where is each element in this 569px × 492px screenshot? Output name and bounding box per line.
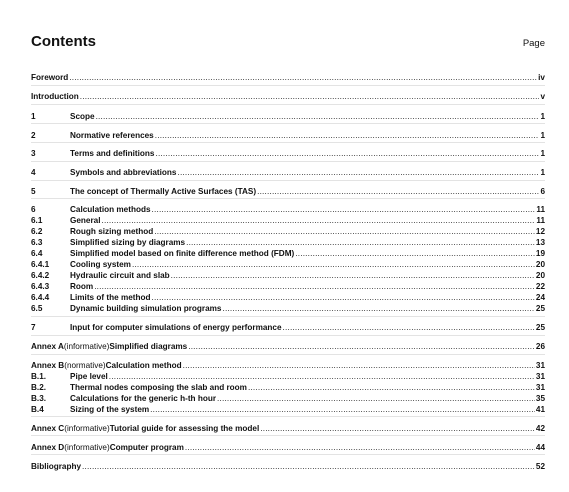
- toc-dot-leader: [188, 341, 535, 352]
- toc-separator: [31, 85, 545, 86]
- toc-entry-title: Rough sizing method: [70, 227, 154, 236]
- toc-entry-page: 11: [536, 205, 545, 214]
- page-column-label: Page: [522, 38, 545, 49]
- toc-separator: [31, 416, 545, 417]
- toc-entry[interactable]: [31, 393, 545, 404]
- toc-dot-leader: [96, 111, 540, 122]
- toc-dot-leader: [171, 270, 535, 281]
- toc-entry[interactable]: [31, 91, 545, 102]
- toc-entry-number: 3: [31, 149, 36, 158]
- toc-entry-page: iv: [538, 73, 545, 82]
- toc-entry-title: Limits of the method: [70, 293, 151, 302]
- toc-entry[interactable]: [31, 341, 545, 352]
- toc-entry-note: (informative): [63, 342, 110, 351]
- toc-entry-title: The concept of Thermally Active Surfaces (TAS): [70, 187, 257, 196]
- toc-dot-leader: [295, 248, 535, 259]
- toc-entry-title: Calculation method: [105, 361, 182, 370]
- toc-dot-leader: [283, 322, 535, 333]
- toc-entry[interactable]: [31, 215, 545, 226]
- toc-entry-title: Terms and definitions: [70, 149, 155, 158]
- toc-entry-page: 20: [535, 271, 545, 280]
- toc-separator: [31, 198, 545, 199]
- toc-entry-page: 52: [535, 462, 545, 471]
- toc-dot-leader: [177, 167, 539, 178]
- toc-entry-title: Input for computer simulations of energy performance: [70, 323, 282, 332]
- toc-entry-title: Thermal nodes composing the slab and room: [70, 383, 247, 392]
- toc-entry[interactable]: [31, 204, 545, 215]
- toc-entry[interactable]: [31, 382, 545, 393]
- toc-dot-leader: [154, 226, 535, 237]
- toc-entry-note: (normative): [64, 361, 106, 370]
- toc-entry-prefix: Annex A: [31, 342, 64, 351]
- toc-entry-note: (informative): [64, 424, 110, 433]
- toc-entry-page: 42: [535, 424, 545, 433]
- toc-entry[interactable]: [31, 148, 545, 159]
- toc-entry-page: 1: [540, 149, 545, 158]
- toc-entry-page: 31: [535, 383, 545, 392]
- toc-separator: [31, 123, 545, 124]
- toc-entry-page: 13: [535, 238, 545, 247]
- toc-separator: [31, 435, 545, 436]
- toc-entry-prefix: Annex C: [31, 424, 65, 433]
- toc-entry-note: (informative): [64, 443, 110, 452]
- toc-entry-title: Simplified diagrams: [109, 342, 188, 351]
- toc-dot-leader: [109, 371, 535, 382]
- toc-entry-page: 25: [535, 304, 545, 313]
- toc-entry-title: Computer program: [109, 443, 184, 452]
- toc-entry-prefix: Annex B: [31, 361, 65, 370]
- toc-entry-number: 6.4.2: [31, 271, 50, 280]
- toc-entry-page: 24: [535, 293, 545, 302]
- toc-dot-leader: [152, 204, 536, 215]
- toc-dot-leader: [185, 442, 535, 453]
- toc-entry-page: 1: [540, 131, 545, 140]
- toc-entry-title: Sizing of the system: [70, 405, 150, 414]
- toc-entry-page: 6: [540, 187, 545, 196]
- toc-entry-number: 5: [31, 187, 36, 196]
- toc-separator: [31, 335, 545, 336]
- toc-dot-leader: [186, 237, 535, 248]
- toc-entry[interactable]: [31, 461, 545, 472]
- toc-dot-leader: [94, 281, 535, 292]
- toc-entry-page: 44: [535, 443, 545, 452]
- toc-entry-page: 31: [535, 361, 545, 370]
- toc-entry-number: 2: [31, 131, 36, 140]
- toc-entry-page: 22: [535, 282, 545, 291]
- toc-entry-prefix: Bibliography: [31, 462, 82, 471]
- toc-entry-title: Simplified sizing by diagrams: [70, 238, 186, 247]
- toc-dot-leader: [260, 423, 535, 434]
- toc-entry[interactable]: [31, 322, 545, 333]
- toc-dot-leader: [155, 148, 539, 159]
- toc-entry-number: 6.4.4: [31, 293, 50, 302]
- toc-separator: [31, 180, 545, 181]
- toc-entry-title: Pipe level: [70, 372, 108, 381]
- toc-entry-prefix: Foreword: [31, 73, 69, 82]
- toc-entry-prefix: Introduction: [31, 92, 79, 101]
- toc-entry-page: 35: [535, 394, 545, 403]
- toc-entry[interactable]: [31, 292, 545, 303]
- toc-entry-number: B.2.: [31, 383, 47, 392]
- toc-dot-leader: [223, 303, 535, 314]
- toc-entry-title: Room: [70, 282, 94, 291]
- toc-entry-page: v: [540, 92, 545, 101]
- toc-entry-number: 6.2: [31, 227, 43, 236]
- toc-entry-number: 6.4: [31, 249, 43, 258]
- toc-entry[interactable]: [31, 226, 545, 237]
- toc-entry[interactable]: [31, 270, 545, 281]
- toc-entry-number: 6.5: [31, 304, 43, 313]
- toc-entry[interactable]: [31, 111, 545, 122]
- toc-entry[interactable]: [31, 167, 545, 178]
- toc-separator: [31, 142, 545, 143]
- toc-entry-number: 6.3: [31, 238, 43, 247]
- toc-entry[interactable]: [31, 186, 545, 197]
- toc-entry-number: B.4: [31, 405, 44, 414]
- toc-entry[interactable]: [31, 248, 545, 259]
- toc-entry[interactable]: [31, 259, 545, 270]
- toc-separator: [31, 454, 545, 455]
- toc-dot-leader: [102, 215, 536, 226]
- toc-entry[interactable]: [31, 237, 545, 248]
- toc-entry-title: Simplified model based on finite difference method (FDM): [70, 249, 295, 258]
- toc-entry-page: 19: [535, 249, 545, 258]
- toc-entry[interactable]: [31, 130, 545, 141]
- toc-entry-number: 1: [31, 112, 36, 121]
- toc-entry-title: Normative references: [70, 131, 154, 140]
- toc-entry-number: 6: [31, 205, 36, 214]
- toc-dot-leader: [152, 292, 535, 303]
- toc-entry-number: B.1.: [31, 372, 47, 381]
- toc-dot-leader: [257, 186, 539, 197]
- toc-entry-title: Dynamic building simulation programs: [70, 304, 222, 313]
- toc-entry-title: Calculation methods: [70, 205, 151, 214]
- toc-entry-title: Calculations for the generic h-th hour: [70, 394, 217, 403]
- toc-entry-title: Tutorial guide for assessing the model: [109, 424, 260, 433]
- toc-entry-title: General: [70, 216, 101, 225]
- toc-entry[interactable]: [31, 303, 545, 314]
- toc-entry-page: 1: [540, 168, 545, 177]
- toc-dot-leader: [183, 360, 535, 371]
- toc-entry-page: 20: [535, 260, 545, 269]
- toc-entry-page: 26: [535, 342, 545, 351]
- toc-dot-leader: [69, 72, 537, 83]
- toc-dot-leader: [80, 91, 540, 102]
- toc-entry-page: 11: [536, 216, 545, 225]
- toc-separator: [31, 316, 545, 317]
- toc-entry[interactable]: [31, 281, 545, 292]
- toc-dot-leader: [82, 461, 535, 472]
- toc-entry-title: Symbols and abbreviations: [70, 168, 177, 177]
- toc-entry-page: 31: [535, 372, 545, 381]
- toc-entry-title: Scope: [70, 112, 95, 121]
- toc-entry-title: Hydraulic circuit and slab: [70, 271, 170, 280]
- toc-entry-number: 6.1: [31, 216, 43, 225]
- toc-entry-number: 6.4.3: [31, 282, 50, 291]
- toc-entry-title: Cooling system: [70, 260, 131, 269]
- toc-entry-number: B.3.: [31, 394, 47, 403]
- toc-entry[interactable]: [31, 72, 545, 83]
- toc-entry[interactable]: [31, 442, 545, 453]
- toc-separator: [31, 104, 545, 105]
- toc-entry-prefix: Annex D: [31, 443, 65, 452]
- toc-entry-number: 4: [31, 168, 36, 177]
- page-title: Contents: [31, 33, 96, 50]
- toc-dot-leader: [150, 404, 535, 415]
- toc-entry-page: 1: [540, 112, 545, 121]
- toc-dot-leader: [132, 259, 535, 270]
- toc-entry-page: 25: [535, 323, 545, 332]
- toc-separator: [31, 161, 545, 162]
- toc-dot-leader: [217, 393, 535, 404]
- toc-entry[interactable]: [31, 371, 545, 382]
- toc-entry-number: 6.4.1: [31, 260, 50, 269]
- toc-entry[interactable]: [31, 404, 545, 415]
- toc-entry[interactable]: [31, 360, 545, 371]
- toc-entry[interactable]: [31, 423, 545, 434]
- toc-entry-page: 12: [535, 227, 545, 236]
- toc-dot-leader: [155, 130, 540, 141]
- toc-dot-leader: [248, 382, 535, 393]
- toc-entry-number: 7: [31, 323, 36, 332]
- toc-entry-page: 41: [535, 405, 545, 414]
- toc-separator: [31, 354, 545, 355]
